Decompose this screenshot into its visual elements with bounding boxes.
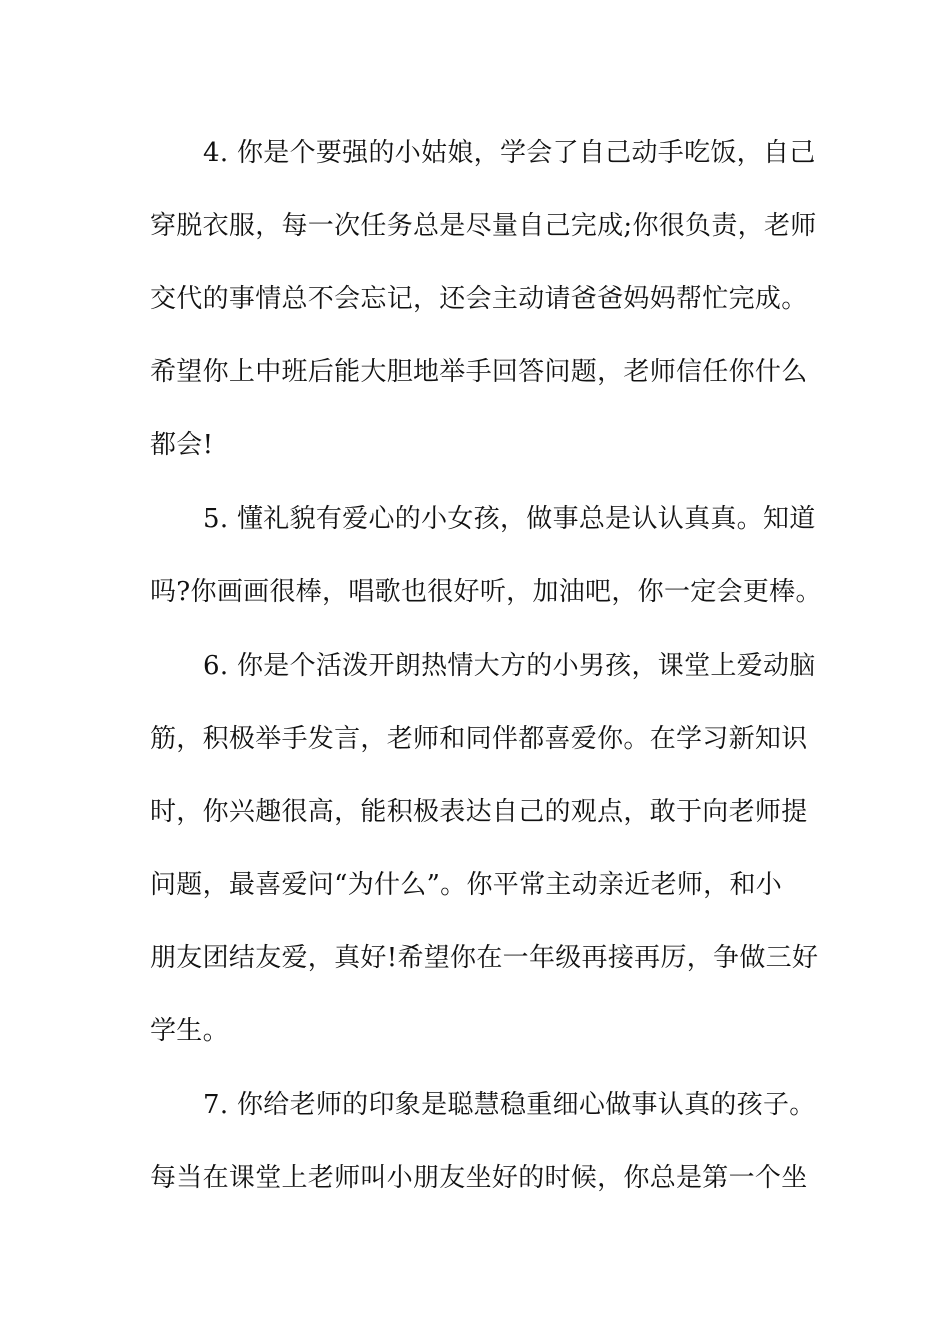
paragraph-7-line-1: 7. 你给老师的印象是聪慧稳重细心做事认真的孩子。 bbox=[203, 1090, 816, 1120]
paragraph-6-line-5: 朋友团结友爱，真好!希望你在一年级再接再厉，争做三好 bbox=[150, 943, 819, 973]
paragraph-6-line-4: 问题，最喜爱问“为什么”。你平常主动亲近老师，和小 bbox=[150, 870, 783, 900]
paragraph-4-line-2: 穿脱衣服，每一次任务总是尽量自己完成;你很负责，老师 bbox=[150, 211, 817, 241]
paragraph-4-line-4: 希望你上中班后能大胆地举手回答问题，老师信任你什么 bbox=[150, 357, 808, 387]
paragraph-4-line-5: 都会! bbox=[150, 430, 214, 460]
paragraph-5-line-2: 吗?你画画很棒，唱歌也很好听，加油吧，你一定会更棒。 bbox=[150, 577, 822, 607]
paragraph-6-line-1: 6. 你是个活泼开朗热情大方的小男孩，课堂上爱动脑 bbox=[203, 651, 816, 681]
paragraph-6-line-2: 筋，积极举手发言，老师和同伴都喜爱你。在学习新知识 bbox=[150, 724, 808, 754]
paragraph-6-line-6: 学生。 bbox=[150, 1016, 229, 1046]
paragraph-4-line-1: 4. 你是个要强的小姑娘，学会了自己动手吃饭，自己 bbox=[203, 138, 816, 168]
paragraph-4-line-3: 交代的事情总不会忘记，还会主动请爸爸妈妈帮忙完成。 bbox=[150, 284, 808, 314]
paragraph-7-line-2: 每当在课堂上老师叫小朋友坐好的时候，你总是第一个坐 bbox=[150, 1163, 808, 1193]
paragraph-6-line-3: 时，你兴趣很高，能积极表达自己的观点，敢于向老师提 bbox=[150, 797, 808, 827]
paragraph-5-line-1: 5. 懂礼貌有爱心的小女孩，做事总是认认真真。知道 bbox=[203, 504, 816, 534]
